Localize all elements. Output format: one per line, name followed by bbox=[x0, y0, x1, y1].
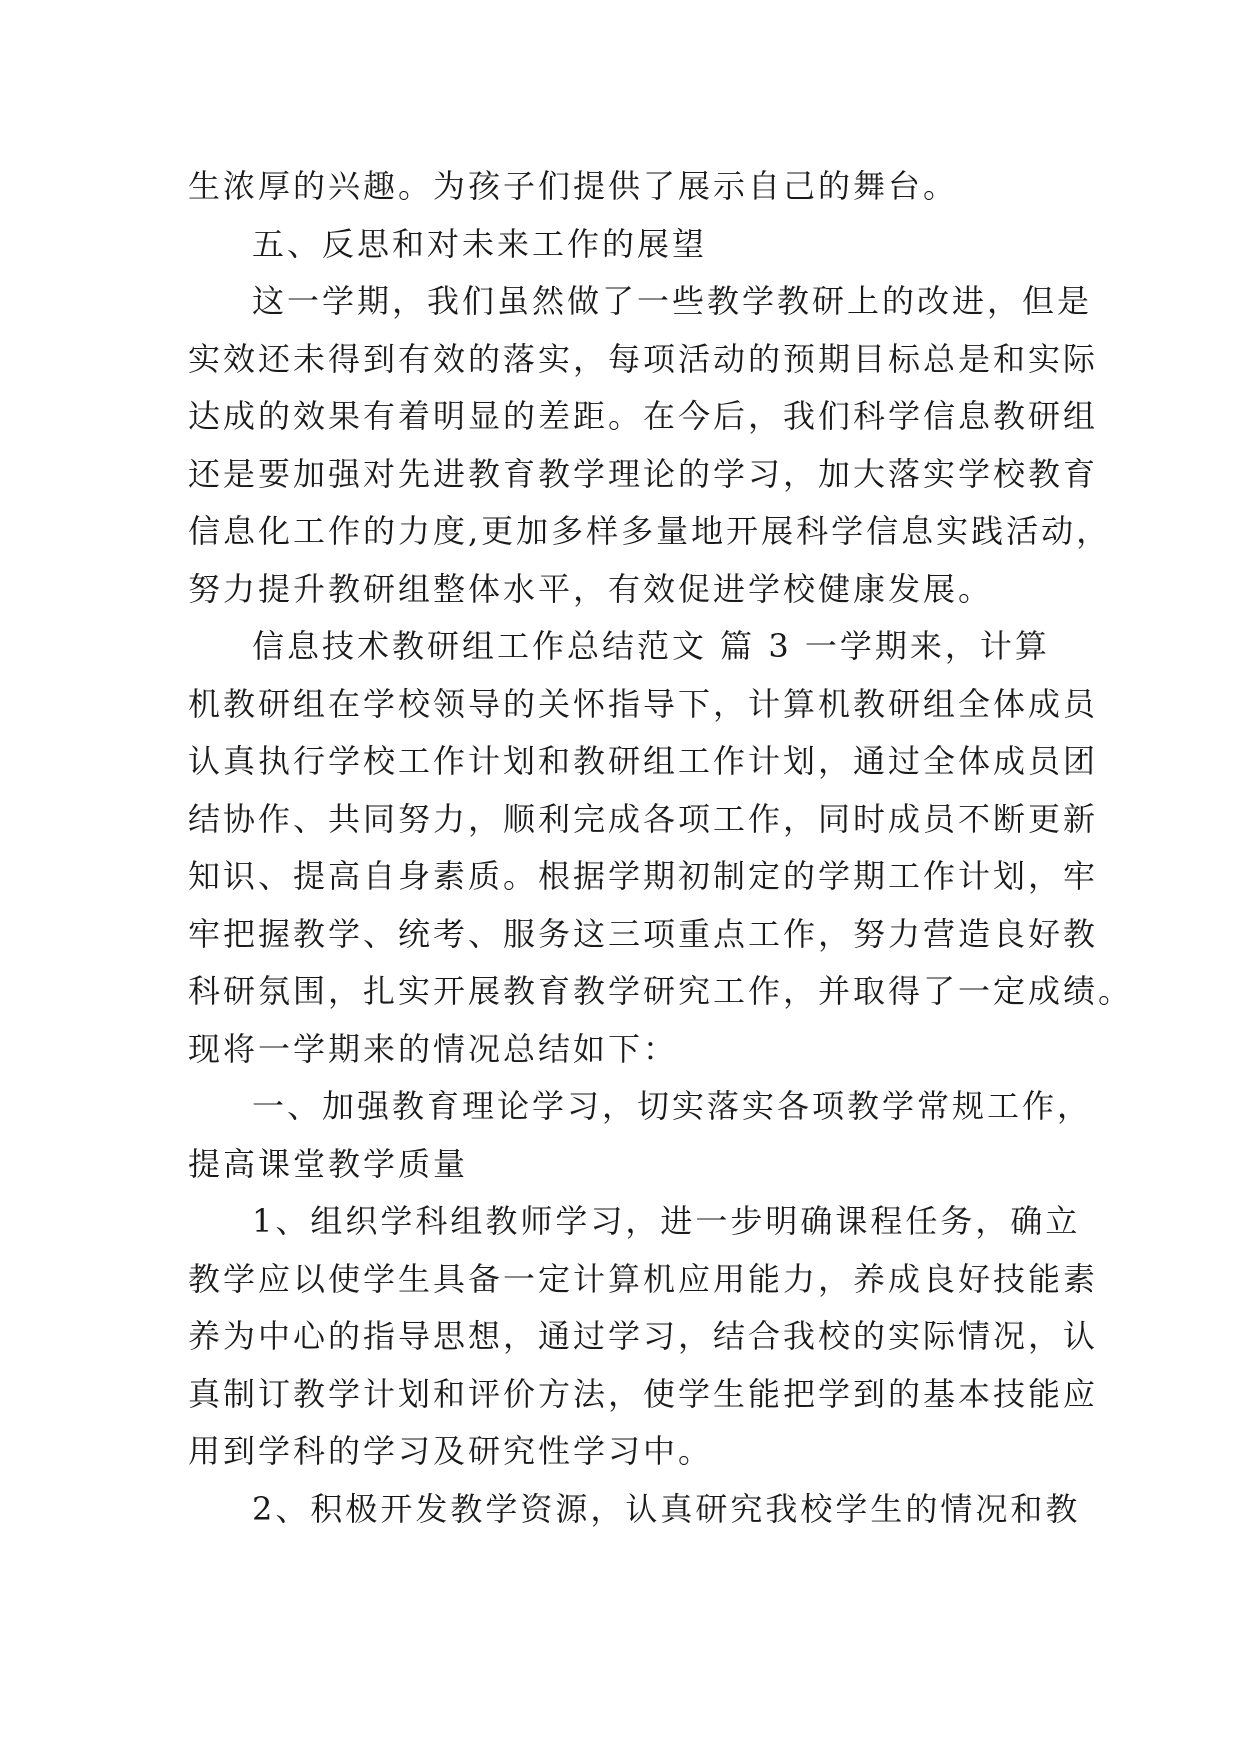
text-line: 信息化工作的力度,更加多样多量地开展科学信息实践活动， bbox=[188, 512, 1112, 550]
text-line: 科研氛围，扎实开展教育教学研究工作，并取得了一定成绩。 bbox=[188, 972, 1134, 1010]
text-line: 牢把握教学、统考、服务这三项重点工作，努力营造良好教 bbox=[188, 914, 1099, 953]
text-line: 还是要加强对先进教育教学理论的学习，加大落实学校教育 bbox=[188, 454, 1099, 493]
text-line: 1、组织学科组教师学习，进一步明确课程任务，确立 bbox=[252, 1202, 1081, 1240]
text-line: 教学应以使学生具备一定计算机应用能力，养成良好技能素 bbox=[188, 1259, 1099, 1298]
section-heading-continued: 提高课堂教学质量 bbox=[188, 1144, 469, 1183]
text-line: 现将一学期来的情况总结如下： bbox=[188, 1029, 679, 1068]
text-line: 知识、提高自身素质。根据学期初制定的学期工作计划，牢 bbox=[188, 857, 1099, 895]
text-line: 养为中心的指导思想，通过学习，结合我校的实际情况，认 bbox=[188, 1317, 1099, 1355]
text-line: 达成的效果有着明显的差距。在今后，我们科学信息教研组 bbox=[188, 397, 1099, 435]
text-line: 2、积极开发教学资源，认真研究我校学生的情况和教 bbox=[252, 1489, 1081, 1528]
text-line: 结协作、共同努力，顺利完成各项工作，同时成员不断更新 bbox=[188, 799, 1099, 838]
section-heading: 一、加强教育理论学习，切实落实各项教学常规工作， bbox=[252, 1087, 1093, 1125]
text-line: 生浓厚的兴趣。为孩子们提供了展示自己的舞台。 bbox=[188, 167, 959, 205]
document-body bbox=[188, 158, 1134, 1538]
article-title-line: 信息技术教研组工作总结范文 篇 3 一学期来，计算 bbox=[252, 627, 1050, 665]
text-line: 认真执行学校工作计划和教研组工作计划，通过全体成员团 bbox=[188, 742, 1099, 780]
text-line: 机教研组在学校领导的关怀指导下，计算机教研组全体成员 bbox=[188, 684, 1099, 723]
text-line: 这一学期，我们虽然做了一些教学教研上的改进，但是 bbox=[252, 282, 1093, 320]
section-heading: 五、反思和对未来工作的展望 bbox=[252, 224, 708, 263]
text-line: 真制订教学计划和评价方法，使学生能把学到的基本技能应 bbox=[188, 1374, 1099, 1413]
text-line: 用到学科的学习及研究性学习中。 bbox=[188, 1432, 714, 1470]
text-line: 实效还未得到有效的落实，每项活动的预期目标总是和实际 bbox=[188, 339, 1099, 378]
text-line: 努力提升教研组整体水平，有效促进学校健康发展。 bbox=[188, 569, 994, 608]
